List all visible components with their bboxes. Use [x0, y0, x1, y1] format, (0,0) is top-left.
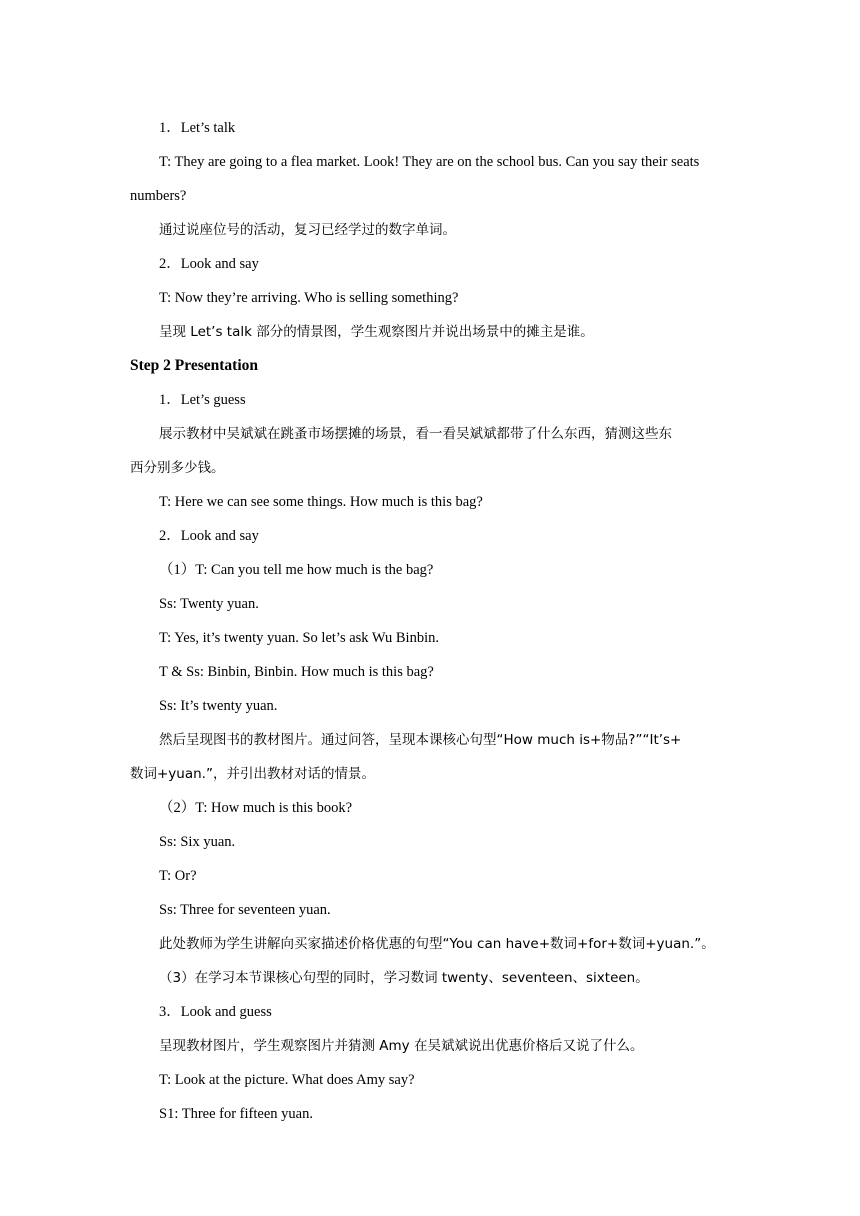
text-line: Ss: Three for seventeen yuan.: [159, 902, 331, 918]
text-line: T: Look at the picture. What does Amy say?: [159, 1072, 415, 1088]
text-line: 2．Look and say: [159, 528, 259, 544]
text-line: Ss: It’s twenty yuan.: [159, 698, 278, 714]
text-line: 然后呈现图书的教材图片。通过问答，呈现本课核心句型“How much is+物品?”“It’s+: [159, 732, 682, 748]
text-line: 呈现 Let’s talk 部分的情景图，学生观察图片并说出场景中的摊主是谁。: [159, 324, 594, 340]
text-line: （1）T: Can you tell me how much is the bag?: [159, 562, 434, 578]
text-line: 2．Look and say: [159, 256, 259, 272]
text-line: 西分别多少钱。: [130, 460, 225, 476]
text-line: 3．Look and guess: [159, 1004, 272, 1020]
text-line: T: Yes, it’s twenty yuan. So let’s ask Wu Binbin.: [159, 630, 439, 646]
text-line: 1．Let’s guess: [159, 392, 246, 408]
text-line: （2）T: How much is this book?: [159, 800, 353, 816]
text-line: 呈现教材图片，学生观察图片并猜测 Amy 在吴斌斌说出优惠价格后又说了什么。: [159, 1038, 644, 1054]
text-line: 此处教师为学生讲解向买家描述价格优惠的句型“You can have+数词+for+数词+yuan.”。: [159, 936, 715, 952]
text-line: numbers?: [130, 188, 187, 204]
text-line: T: They are going to a flea market. Look! They are on the school bus. Can you say their seats: [159, 154, 700, 170]
text-line: Ss: Twenty yuan.: [159, 596, 259, 612]
section-heading: Step 2 Presentation: [130, 357, 259, 374]
document-body: [130, 111, 740, 1131]
text-line: T: Now they’re arriving. Who is selling something?: [159, 290, 459, 306]
text-line: 数词+yuan.”，并引出教材对话的情景。: [130, 766, 375, 782]
text-line: 1．Let’s talk: [159, 120, 236, 136]
text-line: 通过说座位号的活动，复习已经学过的数字单词。: [159, 222, 456, 238]
text-line: Ss: Six yuan.: [159, 834, 236, 850]
text-line: T: Or?: [159, 868, 197, 884]
text-line: 展示教材中吴斌斌在跳蚤市场摆摊的场景，看一看吴斌斌都带了什么东西，猜测这些东: [159, 426, 672, 442]
text-line: （3）在学习本节课核心句型的同时，学习数词 twenty、seventeen、sixteen。: [159, 970, 649, 986]
text-line: S1: Three for fifteen yuan.: [159, 1106, 313, 1122]
text-line: T: Here we can see some things. How much is this bag?: [159, 494, 483, 510]
text-line: T & Ss: Binbin, Binbin. How much is this bag?: [159, 664, 434, 680]
